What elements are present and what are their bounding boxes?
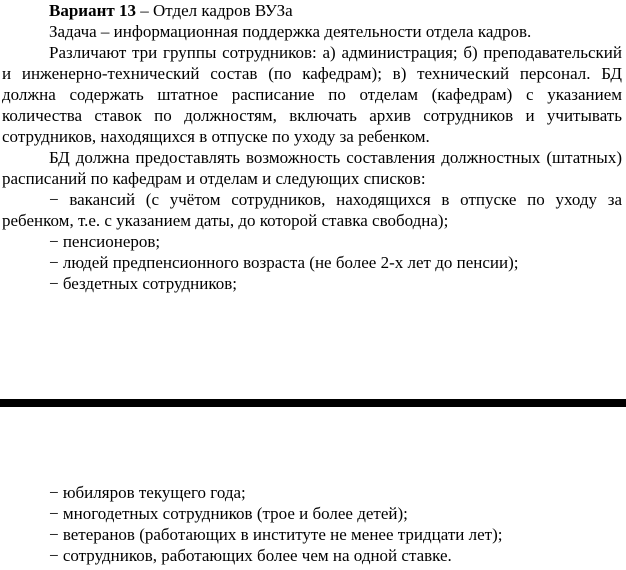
list-item-jubilees: − юбиляров текущего года; [49,483,246,502]
page-break-divider [0,399,626,407]
variant-title: – Отдел кадров ВУЗа [135,1,293,20]
list-item-vacancies: − вакансий (с учётом сотрудников, находящихся в отпуске по уходу за ребенком, т.е. с указанием даты, до которой ставка свободна); [2,190,622,230]
document-top-section [2,0,622,294]
paragraph-lists-intro: БД должна предоставлять возможность составления должностных (штатных) расписаний по кафедрам и отделам и следующих списков: [2,148,622,188]
variant-number: Вариант 13 [49,1,136,20]
task-line: Задача – информационная поддержка деятельности отдела кадров. [49,22,532,41]
list-item-pre-pension: − людей предпенсионного возраста (не более 2-х лет до пенсии); [49,253,519,272]
list-item-veterans: − ветеранов (работающих в институте не менее тридцати лет); [49,525,503,544]
document-bottom-section [2,482,622,566]
list-item-large-families: − многодетных сотрудников (трое и более детей); [49,504,408,523]
list-item-pensioners: − пенсионеров; [49,232,161,251]
list-item-multiple-rates: − сотрудников, работающих более чем на одной ставке. [49,546,452,565]
paragraph-groups: Различают три группы сотрудников: а) администрация; б) преподавательский и инженерно-технический состав (по кафедрам); в) технический персонал. БД должна содержать штатное расписание по отделам (кафедрам) с указанием количества ставок по должностям, включать архив сотрудников и учитывать сотрудников, находящихся в отпуске по уходу за ребенком. [2,43,622,146]
list-item-childless: − бездетных сотрудников; [49,274,237,293]
variant-heading [2,0,622,21]
